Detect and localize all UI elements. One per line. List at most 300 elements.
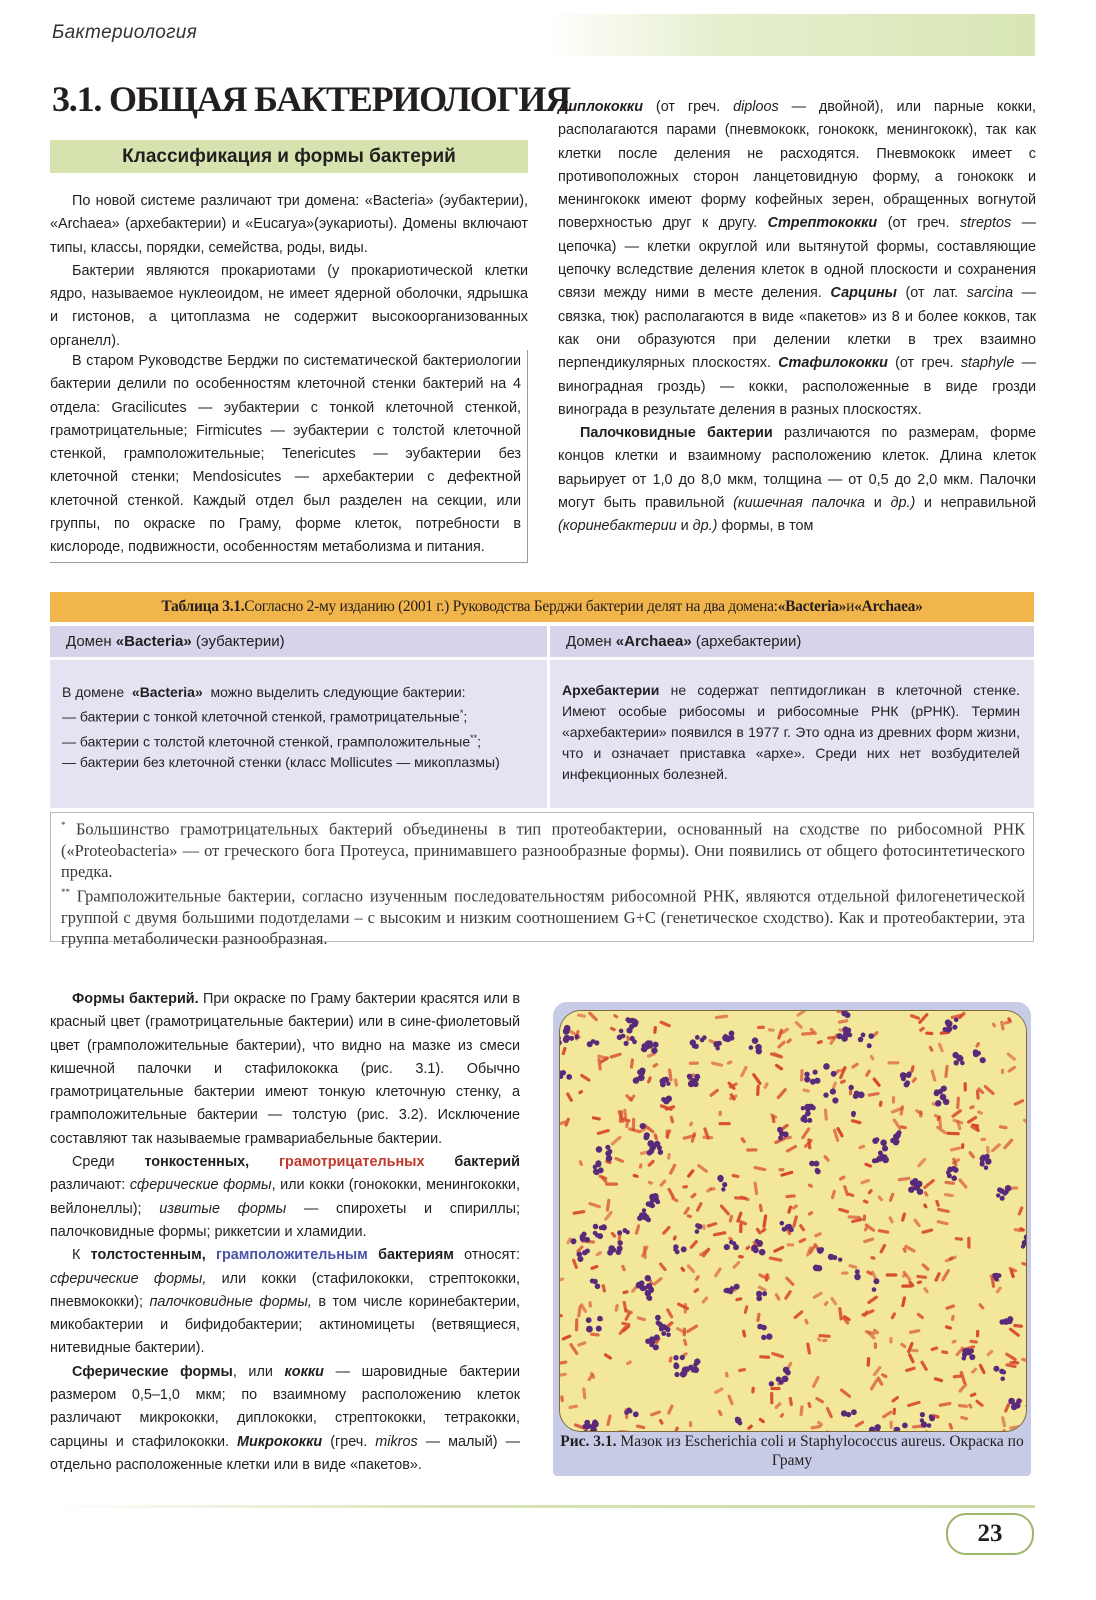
coccus-bacterium [804, 1072, 809, 1077]
text-span: в том числе коринебактерии, микобактерии и бифидобактерии; актиномицеты (ветвящиеся, нитевидные бактерии). [50, 1293, 520, 1357]
coccus-bacterium [577, 1256, 583, 1262]
coccus-bacterium [674, 1372, 679, 1377]
coccus-bacterium [917, 1189, 923, 1195]
coccus-bacterium [647, 1150, 653, 1156]
term-bacteria-forms: Формы бактерий. [72, 991, 199, 1007]
rod-bacterium [841, 1271, 849, 1275]
footnote-text: Грамположительные бактерии, согласно изученным последовательностям рибосомной РНК, являются отдельной филогенетической группой с двумя большими подотделами – с высоким и низким соотношением G+C (генетическое сходство). Как и протеобактерии, эта группа метаболически разнообразная. [61, 886, 1025, 948]
coccus-bacterium [625, 1230, 629, 1234]
rod-bacterium [886, 1273, 898, 1276]
coccus-bacterium [994, 1277, 999, 1282]
coccus-bacterium [656, 1320, 661, 1325]
coccus-bacterium [586, 1317, 592, 1323]
coccus-bacterium [598, 1167, 604, 1173]
coccus-bacterium [617, 1035, 623, 1041]
coccus-bacterium [845, 1012, 851, 1018]
coccus-bacterium [642, 1208, 646, 1212]
paragraph-bergey-old: В старом Руководстве Берджи по систематической бактериологии бактерии делили по особенностям клеточной стенки бактерий на 4 отдела: Gracilicutes — эубактерии с тонкой клеточной стенкой, грамотрицательные; Firmicutes — эубактерии с толстой клеточной стенкой, грамположительные; Tenericutes — эубактерии без клеточной стенки; Mendosicutes — архебактерии с дефектной клеточной стенкой. Каждый отдел был разделен на секции, или группы, по окраске по Граму, форме клеток, потребности в кислороде, подвижности, особенностям метаболизма и питания. [50, 353, 521, 556]
coccus-bacterium [868, 1033, 874, 1039]
coccus-bacterium [643, 1135, 649, 1141]
coccus-bacterium [660, 1078, 666, 1084]
text-span: , или [232, 1363, 285, 1380]
footnote-mark: * [61, 820, 66, 830]
coccus-bacterium [985, 1158, 992, 1165]
coccus-bacterium [611, 1247, 616, 1252]
coccus-bacterium [952, 1025, 957, 1030]
coccus-bacterium [980, 1057, 986, 1063]
coccus-bacterium [785, 1224, 791, 1230]
coccus-bacterium [693, 1367, 699, 1373]
coccus-bacterium [954, 1018, 959, 1023]
coccus-bacterium [633, 1411, 639, 1417]
term-rod-bacteria: Палочковидные бактерии [580, 425, 773, 442]
text-span: (от лат. [896, 285, 967, 302]
rod-bacterium [874, 1342, 877, 1349]
footnote-1 [61, 815, 1025, 882]
coccus-bacterium [851, 1113, 855, 1117]
header-bold: «Bacteria» [115, 633, 192, 650]
coccus-bacterium [753, 1247, 759, 1253]
coccus-bacterium [872, 1287, 877, 1292]
coccus-bacterium [783, 1367, 789, 1373]
rod-bacterium [892, 1096, 896, 1104]
coccus-bacterium [654, 1141, 660, 1147]
coccus-bacterium [999, 1319, 1005, 1325]
coccus-bacterium [674, 1362, 679, 1367]
coccus-bacterium [766, 1333, 772, 1339]
coccus-bacterium [595, 1233, 600, 1238]
rod-bacterium [889, 1421, 893, 1429]
coccus-bacterium [680, 1355, 685, 1360]
left-column-top [50, 190, 528, 353]
coccus-bacterium [587, 1041, 593, 1047]
text-span: или кокки (стафилококки, стрептококки, пневмококки); [50, 1270, 520, 1310]
coccus-bacterium [807, 1118, 812, 1123]
coccus-bacterium [901, 1076, 906, 1081]
text-span: Домен [566, 633, 612, 650]
latin-word: sarcina [966, 285, 1014, 302]
coccus-bacterium [875, 1137, 880, 1142]
paragraph-cocci-types [558, 96, 1036, 422]
page-number: 23 [946, 1513, 1034, 1555]
list-item-text: — бактерии без клеточной стенки (класс Mollicutes — микоплазмы) [62, 754, 500, 771]
footer-rule [50, 1505, 1035, 1508]
coccus-bacterium [592, 1279, 597, 1284]
coccus-bacterium [732, 1241, 736, 1245]
coccus-bacterium [661, 1097, 666, 1102]
coccus-bacterium [624, 1410, 629, 1415]
paragraph-prokaryotes: Бактерии являются прокариотами (у прокариотической клетки ядро, называемое нуклеоидом, не имеет ядерной оболочки, ядрышка и гистонов, а цитоплазма не содержит высокоорганизованных органелл). [50, 262, 528, 349]
coccus-bacterium [882, 1156, 889, 1163]
header-decoration-bar [545, 14, 1035, 56]
coccus-bacterium [718, 1177, 723, 1182]
coccus-bacterium [841, 1410, 847, 1416]
footnote-mark: ** [470, 732, 478, 743]
coccus-bacterium [984, 1165, 989, 1170]
running-head: Бактериология [52, 22, 198, 43]
coccus-bacterium [681, 1246, 687, 1252]
coccus-bacterium [813, 1161, 819, 1167]
micrograph-background [560, 1011, 1026, 1431]
coccus-bacterium [724, 1244, 730, 1250]
italic-span: извитые формы [159, 1200, 287, 1217]
coccus-bacterium [902, 1423, 908, 1429]
coccus-bacterium [757, 1240, 763, 1246]
coccus-bacterium [713, 1041, 720, 1048]
coccus-bacterium [996, 1193, 1000, 1197]
text-span: (архебактерии) [695, 633, 802, 650]
coccus-bacterium [912, 1178, 918, 1184]
coccus-bacterium [927, 1423, 932, 1428]
list-item-text: — бактерии с толстой клеточной стенкой, грамположительные [62, 733, 471, 750]
coccus-bacterium [1003, 1191, 1007, 1195]
text-span: К [72, 1247, 91, 1264]
coccus-bacterium [813, 1070, 818, 1075]
coccus-bacterium [997, 1187, 1002, 1192]
coccus-bacterium [783, 1376, 788, 1381]
rod-bacterium [719, 1122, 731, 1125]
archaea-term: Архебактерии [562, 682, 660, 698]
coccus-bacterium [655, 1315, 661, 1321]
coccus-bacterium [873, 1278, 879, 1284]
coccus-bacterium [596, 1162, 601, 1167]
coccus-bacterium [759, 1249, 766, 1256]
list-item [62, 752, 533, 773]
coccus-bacterium [830, 1089, 836, 1095]
coccus-bacterium [875, 1424, 881, 1430]
paragraph-gram-stain [50, 988, 520, 1151]
coccus-bacterium [810, 1079, 816, 1085]
rod-bacterium [746, 1148, 757, 1151]
coccus-bacterium [608, 1149, 613, 1154]
coccus-bacterium [601, 1224, 607, 1230]
coccus-bacterium [619, 1029, 624, 1034]
coccus-bacterium [858, 1092, 865, 1099]
coccus-bacterium [752, 1037, 759, 1044]
coccus-bacterium [929, 1414, 934, 1419]
coccus-bacterium [805, 1111, 811, 1117]
coccus-bacterium [946, 1026, 952, 1032]
coccus-bacterium [823, 1092, 828, 1097]
coccus-bacterium [722, 1182, 727, 1187]
rod-bacterium [702, 1136, 713, 1140]
list-item [62, 703, 533, 728]
coccus-bacterium [643, 1214, 649, 1220]
coccus-bacterium [934, 1090, 940, 1096]
coccus-bacterium [920, 1412, 925, 1417]
coccus-bacterium [645, 1275, 651, 1281]
coccus-bacterium [880, 1139, 887, 1146]
boxed-frame [50, 350, 528, 563]
coccus-bacterium [896, 1133, 901, 1138]
coccus-bacterium [804, 1076, 810, 1082]
table-title-text: Согласно 2-му изданию (2001 г.) Руководства Берджи бактерии делят на два домена: [244, 598, 778, 615]
coccus-bacterium [658, 1150, 663, 1155]
coccus-bacterium [596, 1146, 603, 1153]
list-item [62, 728, 533, 753]
coccus-bacterium [853, 1093, 859, 1099]
term-thick-walled: толстостенным, [90, 1247, 206, 1264]
text-span: ; [463, 708, 468, 725]
footnote-mark: * [459, 708, 464, 718]
coccus-bacterium [695, 1229, 700, 1234]
left-column-bottom [50, 988, 520, 1477]
coccus-bacterium [618, 1240, 623, 1245]
coccus-bacterium [877, 1155, 884, 1162]
figure-caption [559, 1432, 1025, 1472]
coccus-bacterium [617, 1246, 623, 1252]
text-span: — шаровидные бактерии размером 0,5–1,0 мкм; по взаимному расположению клеток различают микрококки, диплококки, стрептококки, тетракокки, сарцины и стафилококки. [50, 1363, 520, 1450]
rod-bacterium [632, 1118, 636, 1131]
coccus-bacterium [946, 1170, 951, 1175]
coccus-bacterium [695, 1223, 700, 1228]
coccus-bacterium [649, 1194, 656, 1201]
rod-bacterium [862, 1214, 866, 1221]
paragraph-spherical [50, 1361, 520, 1477]
latin-word: diploos [733, 99, 779, 115]
rod-bacterium [800, 1069, 804, 1082]
coccus-bacterium [632, 1039, 637, 1044]
coccus-bacterium [645, 1040, 651, 1046]
rod-bacterium [719, 1111, 722, 1117]
coccus-bacterium [943, 1099, 949, 1105]
term-gram-positive: грамположительным [216, 1247, 368, 1264]
coccus-bacterium [993, 1366, 999, 1372]
coccus-bacterium [1002, 1370, 1007, 1375]
text-span: (эубактерии) [195, 633, 285, 650]
coccus-bacterium [735, 1417, 740, 1422]
coccus-bacterium [769, 1381, 774, 1386]
coccus-bacterium [653, 1042, 659, 1048]
coccus-bacterium [780, 1221, 785, 1226]
text-span: и неправильной [915, 495, 1036, 512]
coccus-bacterium [831, 1071, 837, 1077]
term-bacteria: бактериям [367, 1247, 454, 1264]
table-cell-bacteria [50, 660, 550, 808]
text-span: В домене [62, 684, 129, 700]
coccus-bacterium [673, 1355, 678, 1360]
coccus-bacterium [666, 1333, 671, 1338]
coccus-bacterium [625, 1017, 630, 1022]
coccus-bacterium [878, 1151, 883, 1156]
coccus-bacterium [759, 1324, 764, 1329]
caption-number: Рис. 3.1. [560, 1433, 617, 1450]
coccus-bacterium [596, 1326, 602, 1332]
coccus-bacterium [648, 1202, 654, 1208]
intro-bold: «Bacteria» [131, 684, 203, 700]
term-bacteria: бактерий [424, 1154, 520, 1171]
text-span: формы, в том [717, 518, 814, 535]
rod-bacterium [901, 1284, 913, 1287]
coccus-bacterium [956, 1055, 962, 1061]
rod-bacterium [964, 1082, 967, 1091]
rod-bacterium [770, 1392, 773, 1404]
rod-bacterium [1001, 1069, 1004, 1075]
text-span: — цепочка) — клетки округлой или вытянутой формы, составляющие цепочку вследствие деления клеток в одной плоскости и сохранения связи между ними в месте деления. [558, 215, 1037, 302]
italic-span: др.) [692, 518, 718, 535]
text-span: Среди [72, 1154, 145, 1171]
coccus-bacterium [571, 1238, 577, 1244]
coccus-bacterium [617, 1230, 622, 1235]
paragraph-domains: По новой системе различают три домена: «Bacteria» (эубактерии), «Archaea» (архебактерии) и «Eucarya»(эукариоты). Домены включают типы, классы, порядки, семейства, роды, виды. [50, 193, 528, 256]
footnote-text: Большинство грамотрицательных бактерий объединены в тип протеобактерии, основанный на сходстве по рибосомной РНК («Proteobacteria» — от греческого бога Протеуса, принимавшего разнообразные формы). Они появились от общего фотосинтетического предка. [61, 819, 1025, 881]
coccus-bacterium [575, 1035, 580, 1040]
coccus-bacterium [832, 1255, 837, 1260]
coccus-bacterium [661, 1331, 666, 1336]
italic-span: сферические формы [129, 1177, 272, 1194]
paragraph-thick-walled [50, 1244, 520, 1360]
coccus-bacterium [851, 1409, 857, 1415]
right-column-top [558, 96, 1036, 539]
italic-span: палочковидные формы, [149, 1293, 312, 1310]
coccus-bacterium [673, 1244, 678, 1249]
coccus-bacterium [761, 1335, 766, 1340]
text-span: , или кокки (гонококки, менингококки, вейлонеллы); [50, 1177, 520, 1217]
rod-bacterium [734, 1196, 747, 1200]
coccus-bacterium [842, 1026, 848, 1032]
coccus-bacterium [811, 1105, 816, 1110]
coccus-bacterium [954, 1060, 959, 1065]
rod-bacterium [666, 1129, 670, 1139]
coccus-bacterium [762, 1291, 767, 1296]
table-title [50, 592, 1034, 622]
coccus-bacterium [580, 1234, 586, 1240]
coccus-bacterium [633, 1077, 640, 1084]
text-span: относят: [453, 1247, 520, 1264]
text-span: — виноградная гроздь) — кокки, расположенные в виде грозди винограда в результате деления в разных плоскостях. [558, 355, 1037, 418]
text-span: различаются по размерам, форме концов клетки и взаимному расположению клеток. Длина клеток варьирует от 1,0 до 8,0 мкм, толщина — от 0,5 до 2,0 мкм. Палочки могут быть правильной [558, 425, 1036, 512]
coccus-bacterium [666, 1096, 672, 1102]
coccus-bacterium [585, 1249, 590, 1254]
coccus-bacterium [593, 1224, 598, 1229]
rod-bacterium [575, 1318, 579, 1331]
paragraph-rods [558, 422, 1036, 538]
domains-table [50, 626, 1034, 808]
term-staphylococci: Стафилококки [778, 355, 888, 372]
text-span [206, 1247, 216, 1263]
coccus-bacterium [858, 1037, 864, 1043]
coccus-bacterium [921, 1421, 927, 1427]
text-span: ; [477, 733, 482, 750]
rod-bacterium [757, 1026, 765, 1030]
bergey-old-classification-box [50, 350, 528, 563]
coccus-bacterium [817, 1247, 822, 1252]
coccus-bacterium [872, 1158, 877, 1163]
term-diplococci: Диплококки [558, 99, 643, 115]
coccus-bacterium [973, 1049, 979, 1055]
term-thin-walled: тонкостенных, [144, 1154, 250, 1171]
bacteria-intro [62, 682, 533, 703]
text-span: — спирохеты и спириллы; палочковидные формы; риккетсии и хламидии. [50, 1200, 520, 1240]
coccus-bacterium [700, 1038, 705, 1043]
latin-word: staphyle [960, 355, 1015, 372]
rod-bacterium [702, 1224, 705, 1230]
rod-bacterium [770, 1387, 780, 1390]
coccus-bacterium [636, 1282, 643, 1289]
coccus-bacterium [756, 1048, 762, 1054]
coccus-bacterium [650, 1289, 654, 1293]
coccus-bacterium [586, 1326, 593, 1333]
rod-bacterium [689, 1062, 699, 1065]
rod-bacterium [778, 1168, 784, 1171]
coccus-bacterium [640, 1123, 646, 1129]
text-span: Домен [66, 633, 112, 650]
coccus-bacterium [649, 1339, 655, 1345]
section-title: 3.1. ОБЩАЯ БАКТЕРИОЛОГИЯ [52, 79, 570, 119]
table-title-archaea: «Archaea» [854, 598, 923, 615]
text-span: При окраске по Граму бактерии красятся или в красный цвет (грамотрицательные бактерии) или в сине-фиолетовый цвет (грамположительные бактерии), что видно на мазке из смеси кишечной палочки и стафилококка (рис. 3.1). Обычно грамотрицательные бактерии имеют тонкую клеточную стенку, а грамположительные бактерии — толстую (рис. 3.2). Исключение составляют так называемые грамвариабельные бактерии. [50, 991, 521, 1147]
term-streptococci: Стрептококки [767, 215, 878, 232]
coccus-bacterium [816, 1265, 822, 1271]
text-span: (греч. [322, 1433, 376, 1450]
text-span: — малый) — отдельно расположенные клетки или в виде «пакетов». [50, 1433, 520, 1473]
list-item-text: — бактерии с тонкой клеточной стенкой, грамотрицательные [62, 708, 460, 725]
coccus-bacterium [563, 1028, 570, 1035]
coccus-bacterium [655, 1200, 660, 1205]
coccus-bacterium [738, 1421, 743, 1426]
italic-span: сферические формы, [50, 1270, 207, 1287]
gram-stain-micrograph [559, 1010, 1027, 1432]
coccus-bacterium [905, 1080, 910, 1085]
coccus-bacterium [854, 1274, 861, 1281]
coccus-bacterium [815, 1169, 821, 1175]
term-gram-negative: грамотрицательных [279, 1154, 425, 1171]
text-span: (от греч. [887, 355, 961, 372]
coccus-bacterium [694, 1358, 700, 1364]
coccus-bacterium [980, 1160, 984, 1164]
coccus-bacterium [801, 1106, 805, 1110]
archaea-description: не содержат пептидогликан в клеточной стенке. Имеют особые рибосомы и рибосомные РНК (рРНК). Термин «архебактерии» появился в 1977 г. Это одна из древних форм жизни, что и означает приставка «архе». Среди них нет возбудителей инфекционных болезней. [562, 682, 1020, 782]
rod-bacterium [967, 1237, 970, 1249]
header-bold: «Archaea» [615, 633, 692, 650]
table-footnotes [50, 812, 1034, 948]
coccus-bacterium [1000, 1377, 1005, 1382]
text-span: — двойной), или парные кокки, располагаются парами (пневмококк, гонококк, менингококк), так как клетки после деления не расходятся. Пневмококк имеет с противоположных сторон ланцетовидную форму, а гонококк и менингококк имеют форму кофейных зерен, обращенных вогнутой поверхностью друг к другу. [558, 99, 1036, 232]
coccus-bacterium [867, 1043, 872, 1048]
rod-bacterium [827, 1036, 836, 1040]
text-span: различают: [50, 1177, 130, 1194]
footnote-mark: ** [61, 887, 70, 898]
coccus-bacterium [951, 1166, 957, 1172]
rod-bacterium [976, 1330, 979, 1338]
subsection-title [50, 140, 528, 173]
italic-span: (кишечная палочка [733, 495, 866, 512]
coccus-bacterium [721, 1187, 725, 1191]
rod-bacterium [756, 1085, 760, 1096]
table-header-archaea [550, 626, 1034, 660]
coccus-bacterium [882, 1145, 888, 1151]
text-span [249, 1154, 279, 1170]
rod-bacterium [946, 1132, 960, 1136]
coccus-bacterium [855, 1269, 860, 1274]
coccus-bacterium [595, 1284, 601, 1290]
coccus-bacterium [985, 1154, 990, 1159]
coccus-bacterium [832, 1097, 838, 1103]
coccus-bacterium [695, 1035, 700, 1040]
rod-bacterium [605, 1183, 618, 1186]
coccus-bacterium [749, 1045, 754, 1050]
coccus-bacterium [838, 1258, 842, 1262]
coccus-bacterium [651, 1047, 657, 1053]
italic-span: (коринебактерии [558, 518, 677, 535]
coccus-bacterium [935, 1100, 941, 1106]
text-span: (от греч. [643, 99, 734, 115]
subsection-title-text: Классификация и формы бактерий [122, 145, 456, 167]
coccus-bacterium [629, 1024, 634, 1029]
micrograph-image [560, 1011, 1026, 1431]
rod-bacterium [786, 1243, 794, 1246]
coccus-bacterium [688, 1081, 695, 1088]
